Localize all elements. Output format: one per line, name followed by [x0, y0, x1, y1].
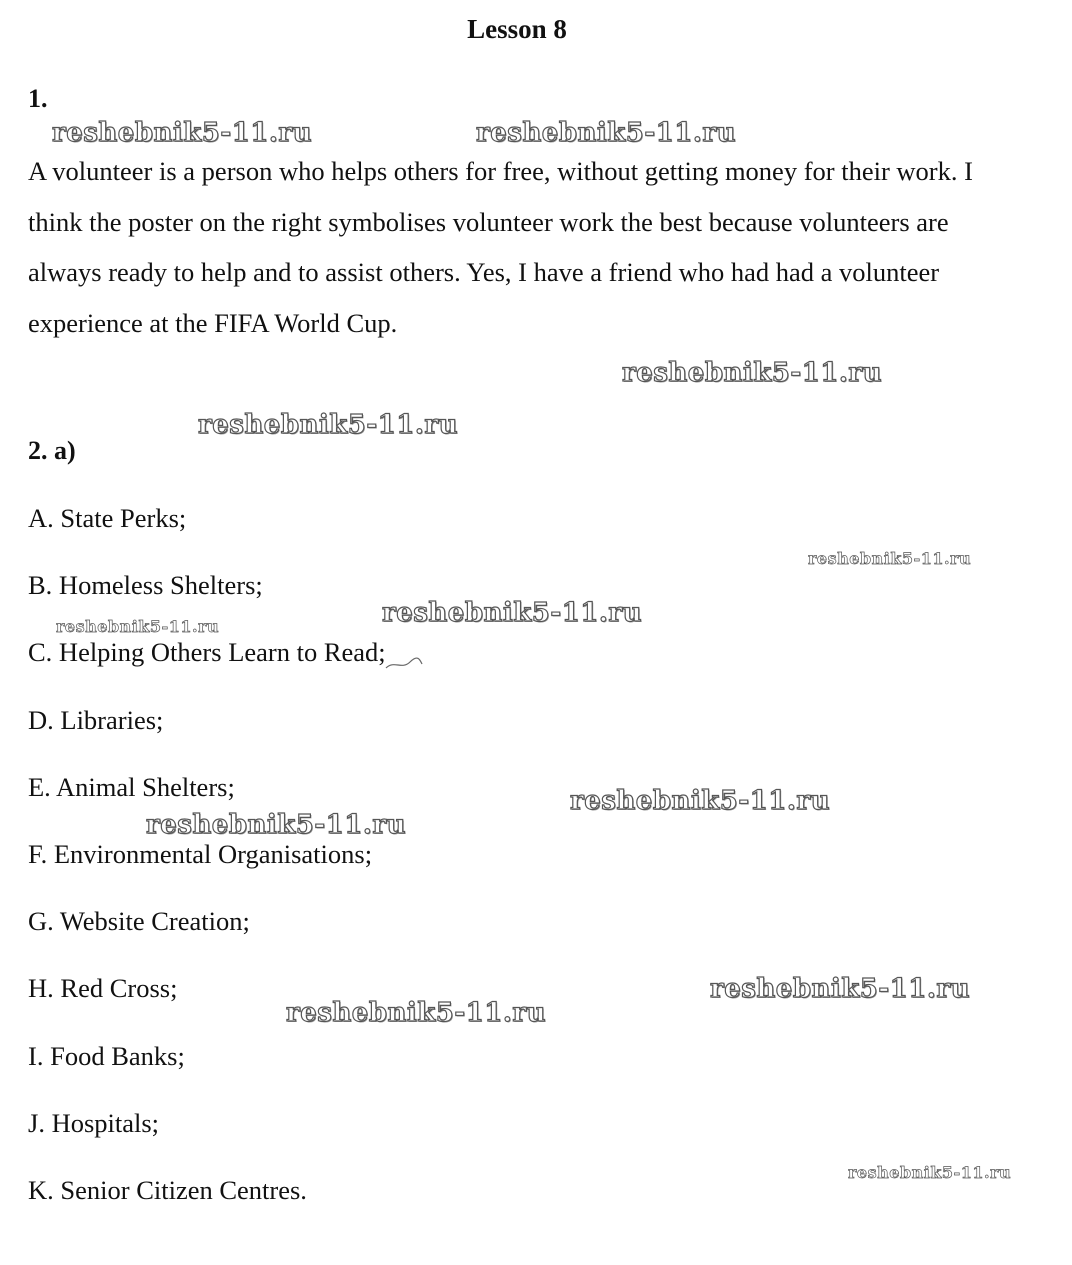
- answer-list: [28, 502, 386, 1241]
- watermark: reshebnik5-11.ru: [622, 358, 883, 388]
- watermark: reshebnik5-11.ru: [286, 998, 547, 1028]
- section-1-heading: 1.: [28, 84, 48, 113]
- watermark: reshebnik5-11.ru: [56, 617, 220, 636]
- pen-scribble-icon: [384, 656, 424, 672]
- watermark: reshebnik5-11.ru: [570, 786, 831, 816]
- watermark: reshebnik5-11.ru: [198, 410, 459, 440]
- list-item: F. Environmental Organisations;: [28, 838, 373, 869]
- list-item: D. Libraries;: [28, 704, 164, 735]
- watermark: reshebnik5-11.ru: [808, 549, 972, 568]
- list-item: A. State Perks;: [28, 503, 187, 533]
- list-item: I. Food Banks;: [28, 1040, 185, 1071]
- watermark: reshebnik5-11.ru: [848, 1163, 1012, 1182]
- list-item: B. Homeless Shelters;: [28, 570, 263, 601]
- list-item: K. Senior Citizen Centres.: [28, 1174, 307, 1205]
- watermark: reshebnik5-11.ru: [710, 974, 971, 1004]
- list-item: H. Red Cross;: [28, 973, 178, 1004]
- section-2-heading: 2. a): [28, 436, 76, 465]
- section-1-paragraph: A volunteer is a person who helps others for free, without getting money for their work. I think the poster on the right symbolises volunteer work the best because volunteers are always ready to help and to assist others. Yes, I have a friend who had had a volunteer experience at the FIFA World Cup.: [28, 156, 973, 339]
- list-item: J. Hospitals;: [28, 1107, 160, 1138]
- list-item: C. Helping Others Learn to Read;: [28, 637, 386, 668]
- watermark: reshebnik5-11.ru: [382, 598, 643, 628]
- watermark: reshebnik5-11.ru: [52, 118, 313, 148]
- list-item: E. Animal Shelters;: [28, 771, 235, 802]
- watermark: reshebnik5-11.ru: [146, 810, 407, 840]
- page-title: Lesson 8: [467, 14, 567, 44]
- list-item: G. Website Creation;: [28, 906, 250, 937]
- watermark: reshebnik5-11.ru: [476, 118, 737, 148]
